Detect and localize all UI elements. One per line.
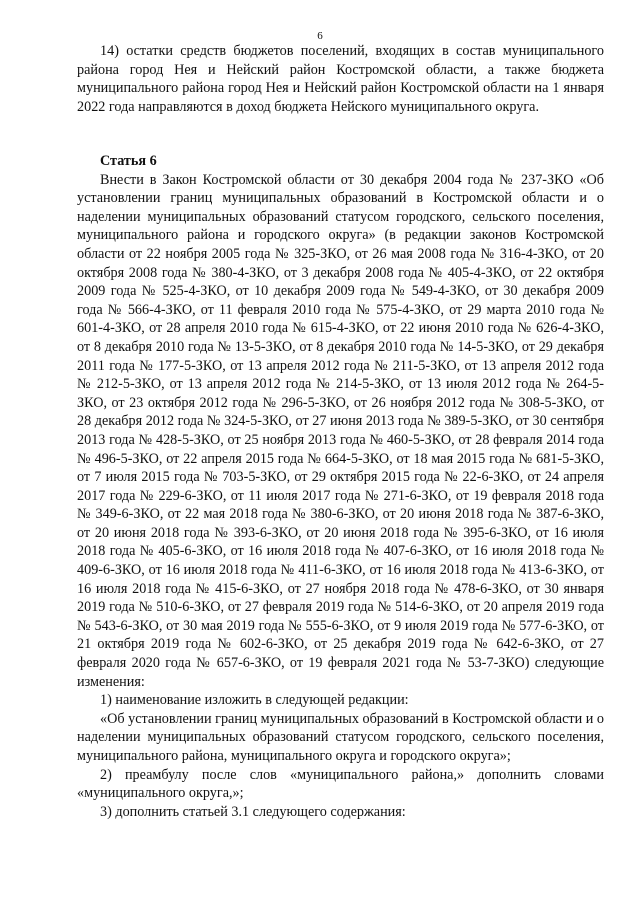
change-2-paragraph: 2) преамбулу после слов «муниципального района,» дополнить словами «муниципального округа,»; bbox=[77, 766, 604, 802]
article-6-block bbox=[77, 152, 604, 821]
change-3-paragraph: 3) дополнить статьей 3.1 следующего содержания: bbox=[100, 803, 406, 820]
change-1-paragraph: 1) наименование изложить в следующей редакции: bbox=[100, 692, 409, 709]
change-1-new-title: «Об установлении границ муниципальных образований в Костромской области и о наделении муниципальных образований статусом городского, сельского поселения, муниципального района, муниципального округа и городского округа»; bbox=[77, 710, 604, 764]
page-number: 6 bbox=[317, 30, 323, 42]
item-14-paragraph: 14) остатки средств бюджетов поселений, входящих в состав муниципального района город Нея и Нейский район Костромской области, а также бюджета муниципального района город Нея и Нейский район Костромской области на 1 января 2022 года направляются в доход бюджета Нейского муниципального округа. bbox=[77, 43, 604, 115]
article-intro-paragraph: Внести в Закон Костромской области от 30 декабря 2004 года № 237-ЗКО «Об установлении границ муниципальных образований в Костромской области и о наделении муниципальных образований статусом городского, сельского поселения, муниципального района и городского округа» (в редакции законов Костромской области от 22 ноября 2005 года № 325-ЗКО, от 26 мая 2008 года № 316-4-ЗКО, от 20 октября 2008 года № 380-4-ЗКО, от 3 декабря 2008 года № 405-4-ЗКО, от 22 октября 2009 года № 525-4-ЗКО, от 10 декабря 2009 года № 549-4-ЗКО, от 30 декабря 2009 года № 566-4-ЗКО, от 11 февраля 2010 года № 575-4-ЗКО, от 29 марта 2010 года № 601-4-ЗКО, от 28 апреля 2010 года № 615-4-ЗКО, от 22 июня 2010 года № 626-4-ЗКО, от 8 декабря 2010 года № 13-5-ЗКО, от 8 декабря 2010 года № 14-5-ЗКО, от 29 декабря 2011 года № 177-5-ЗКО, от 13 апреля 2012 года № 211-5-ЗКО, от 13 апреля 2012 года № 212-5-ЗКО, от 13 апреля 2012 года № 214-5-ЗКО, от 13 июля 2012 года № 264-5-ЗКО, от 23 октября 2012 года № 296-5-ЗКО, от 26 ноября 2012 года № 308-5-ЗКО, от 28 декабря 2012 года № 324-5-ЗКО, от 27 июня 2013 года № 389-5-ЗКО, от 30 сентября 2013 года № 428-5-ЗКО, от 25 ноября 2013 года № 460-5-ЗКО, от 28 февраля 2014 года № 496-5-ЗКО, от 22 апреля 2015 года № 664-5-ЗКО, от 18 мая 2015 года № 681-5-ЗКО, от 7 июля 2015 года № 703-5-ЗКО, от 29 октября 2015 года № 22-6-ЗКО, от 24 апреля 2017 года № 229-6-ЗКО, от 11 июля 2017 года № 271-6-ЗКО, от 19 февраля 2018 года № 349-6-ЗКО, от 22 мая 2018 года № 380-6-ЗКО, от 20 июня 2018 года № 387-6-ЗКО, от 20 июня 2018 года № 393-6-ЗКО, от 20 июня 2018 года № 395-6-ЗКО, от 16 июля 2018 года № 405-6-ЗКО, от 16 июля 2018 года № 407-6-ЗКО, от 16 июля 2018 года № 409-6-ЗКО, от 16 июля 2018 года № 411-6-ЗКО, от 16 июля 2018 года № 413-6-ЗКО, от 16 июля 2018 года № 415-6-ЗКО, от 27 ноября 2018 года № 478-6-ЗКО, от 30 января 2019 года № 510-6-ЗКО, от 27 февраля 2019 года № 514-6-ЗКО, от 20 апреля 2019 года № 543-6-ЗКО, от 30 мая 2019 года № 555-6-ЗКО, от 9 июля 2019 года № 577-6-ЗКО, от 21 октября 2019 года № 602-6-ЗКО, от 25 декабря 2019 года № 642-6-ЗКО, от 27 февраля 2020 года № 657-6-ЗКО, от 19 февраля 2021 года № 53-7-ЗКО) следующие изменения: bbox=[77, 171, 604, 690]
article-title: Статья 6 bbox=[100, 153, 157, 169]
item-14-block bbox=[77, 42, 604, 116]
